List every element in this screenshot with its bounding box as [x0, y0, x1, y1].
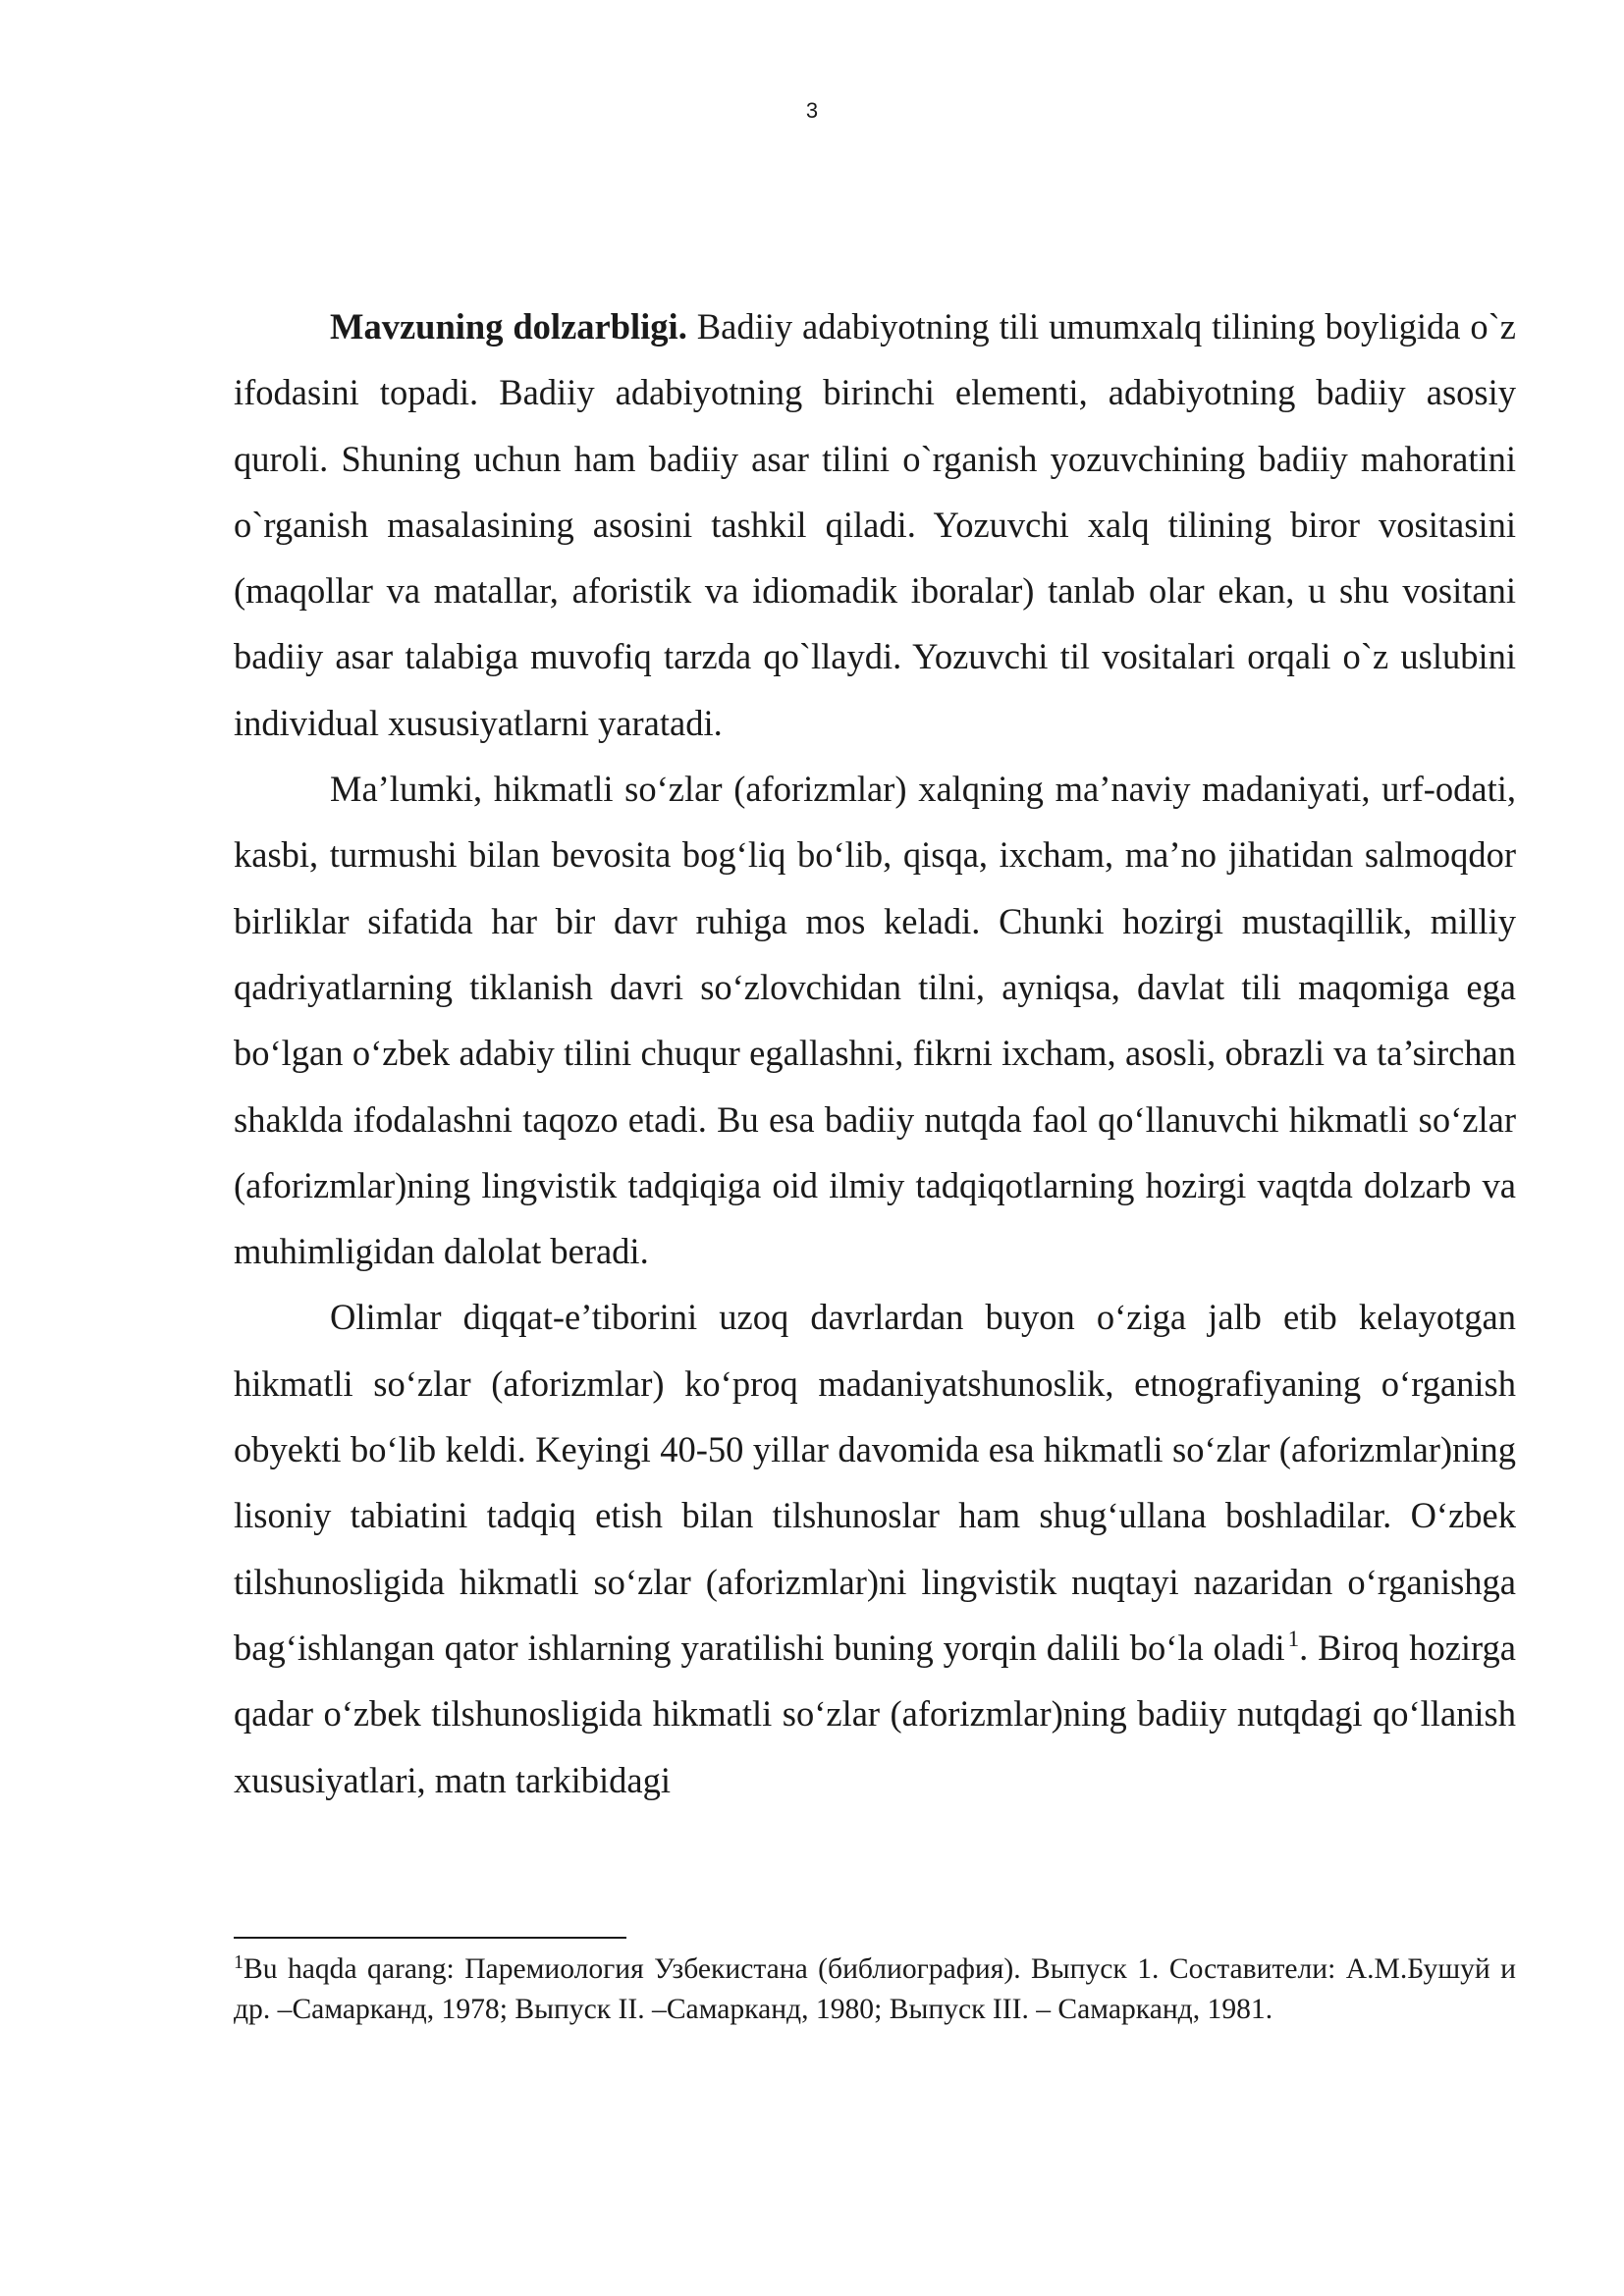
paragraph-research: [234, 1284, 1516, 1812]
footnote-reference[interactable]: 1: [1287, 1626, 1300, 1651]
paragraph-text-continued: . Biroq hozirga qadar o‘zbek tilshunosligida hikmatli so‘zlar (aforizmlar)ning badiiy nutqdagi qo‘llanish xususiyatlari, matn tarkibidagi: [234, 1627, 1516, 1800]
paragraph-text: Badiiy adabiyotning tili umumxalq tilining boyligida o`z ifodasini topadi. Badiiy adabiyotning birinchi elementi, adabiyotning badiiy asosiy quroli. Shuning uchun ham badiiy asar tilini o`rganish yozuvchining badiiy mahoratini o`rganish masalasining asosini tashkil qiladi. Yozuvchi xalq tilining biror vositasini (maqollar va matallar, aforistik va idiomadik iboralar) tanlab olar ekan, u shu vositani badiiy asar talabiga muvofiq tarzda qo`llaydi. Yozuvchi til vositalari orqali o`z uslubini individual xususiyatlarni yaratadi.: [234, 306, 1516, 743]
body-text: [234, 294, 1516, 1813]
footnote-separator: [234, 1937, 626, 1939]
paragraph-text: Olimlar diqqat-e’tiborini uzoq davrlardan buyon o‘ziga jalb etib kelayotgan hikmatli so‘zlar (aforizmlar) ko‘proq madaniyatshunoslik, etnografiyaning o‘rganish obyekti bo‘lib keldi. Keyingi 40-50 yillar davomida esa hikmatli so‘zlar (aforizmlar)ning lisoniy tabiatini tadqiq etish bilan tilshunoslar ham shug‘ullana boshladilar. O‘zbek tilshunosligida hikmatli so‘zlar (aforizmlar)ni lingvistik nuqtayi nazaridan o‘rganishga bag‘ishlangan qator ishlarning yaratilishi buning yorqin dalili bo‘la oladi: [234, 1297, 1516, 1668]
footnote-text: Bu haqda qarang: Паремиология Узбекистана (библиография). Выпуск 1. Составители: А.М.Бушуй и др. –Самарканд, 1978; Выпуск II. –Самарканд, 1980; Выпуск III. – Самарканд, 1981.: [234, 1953, 1516, 2025]
paragraph-aphorisms: [234, 756, 1516, 1284]
footnote-mark: 1: [234, 1951, 244, 1973]
footnote: [234, 1949, 1516, 2029]
section-heading: Mavzuning dolzarbligi.: [330, 306, 687, 347]
page-number: 3: [805, 98, 819, 123]
paragraph-relevance: [234, 294, 1516, 756]
paragraph-text: Ma’lumki, hikmatli so‘zlar (aforizmlar) xalqning ma’naviy madaniyati, urf-odati, kasbi, turmushi bilan bevosita bog‘liq bo‘lib, qisqa, ixcham, ma’no jihatidan salmoqdor birliklar sifatida har bir davr ruhiga mos keladi. Chunki hozirgi mustaqillik, milliy qadriyatlarning tiklanish davri so‘zlovchidan tilni, ayniqsa, davlat tili maqomiga ega bo‘lgan o‘zbek adabiy tilini chuqur egallashni, fikrni ixcham, asosli, obrazli va ta’sirchan shaklda ifodalashni taqozo etadi. Bu esa badiiy nutqda faol qo‘llanuvchi hikmatli so‘zlar (aforizmlar)ning lingvistik tadqiqiga oid ilmiy tadqiqotlarning hozirgi vaqtda dolzarb va muhimligidan dalolat beradi.: [234, 769, 1516, 1272]
